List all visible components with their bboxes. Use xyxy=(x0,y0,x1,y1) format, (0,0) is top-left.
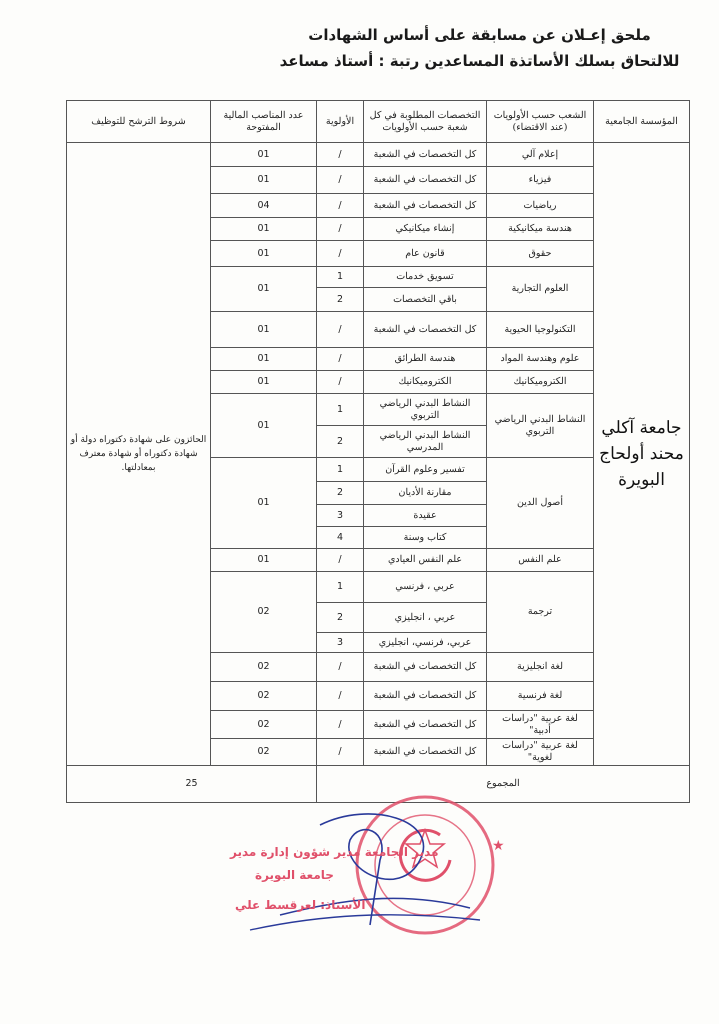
conditions-cell: الحائزون على شهادة دكتوراه دولة أو شهادة دكتوراه أو شهادة معترف بمعادلتها. xyxy=(67,143,211,766)
branch-cell: العلوم التجارية xyxy=(487,267,594,312)
specialty-cell: النشاط البدني الرياضي التربوي xyxy=(364,394,487,426)
specialty-cell: مقارنة الأديان xyxy=(364,482,487,505)
posts-cell: 01 xyxy=(211,218,317,241)
specialty-cell: كل التخصصات في الشعبة xyxy=(364,312,487,348)
priority-cell: 2 xyxy=(317,482,364,505)
priority-cell: / xyxy=(317,143,364,167)
specialty-cell: إنشاء ميكانيكي xyxy=(364,218,487,241)
posts-cell: 02 xyxy=(211,653,317,682)
header-specialties: التخصصات المطلوبة في كل شعبة حسب الأولويات xyxy=(364,101,487,143)
header-institution: المؤسسة الجامعية xyxy=(594,101,690,143)
header-branches: الشعب حسب الأولويات (عند الاقتضاء) xyxy=(487,101,594,143)
priority-cell: 1 xyxy=(317,267,364,288)
priority-cell: / xyxy=(317,218,364,241)
branch-cell: التكنولوجيا الحيوية xyxy=(487,312,594,348)
specialty-cell: عقيدة xyxy=(364,505,487,527)
branch-cell: النشاط البدني الرياضي التربوي xyxy=(487,394,594,458)
priority-cell: 3 xyxy=(317,505,364,527)
specialty-cell: عربي، فرنسي، انجليزي xyxy=(364,633,487,653)
priority-cell: / xyxy=(317,348,364,371)
specialty-cell: كل التخصصات في الشعبة xyxy=(364,143,487,167)
branch-cell: الكتروميكانيك xyxy=(487,371,594,394)
signature-line2: جامعة البويرة xyxy=(255,868,334,882)
posts-cell: 01 xyxy=(211,394,317,458)
posts-cell: 01 xyxy=(211,241,317,267)
header-posts: عدد المناصب المالية المفتوحة xyxy=(211,101,317,143)
branch-cell: حقوق xyxy=(487,241,594,267)
table-body xyxy=(67,143,690,766)
priority-cell: / xyxy=(317,241,364,267)
signature-line1: مدير الجامعة مدير شؤون إدارة مدير xyxy=(230,845,439,859)
specialty-cell: تفسير وعلوم القرآن xyxy=(364,458,487,482)
priority-cell: / xyxy=(317,371,364,394)
posts-cell: 02 xyxy=(211,682,317,711)
priority-cell: / xyxy=(317,549,364,572)
header-priority: الأولوية xyxy=(317,101,364,143)
specialty-cell: علم النفس العيادي xyxy=(364,549,487,572)
branch-cell: لغة عربية "دراسات أدبية" xyxy=(487,711,594,739)
priority-cell: / xyxy=(317,194,364,218)
table-row xyxy=(67,143,690,167)
posts-cell: 01 xyxy=(211,371,317,394)
document-title-line2: للالتحاق بسلك الأساتذة المساعدين رتبة : أستاذ مساعد xyxy=(279,52,680,70)
priority-cell: 1 xyxy=(317,572,364,603)
specialty-cell: النشاط البدني الرياضي المدرسي xyxy=(364,426,487,458)
branch-cell: لغة انجليزية xyxy=(487,653,594,682)
specialty-cell: عربي ، انجليزي xyxy=(364,603,487,633)
priority-cell: 3 xyxy=(317,633,364,653)
branch-cell: إعلام آلي xyxy=(487,143,594,167)
specialty-cell: كتاب وسنة xyxy=(364,527,487,549)
posts-cell: 01 xyxy=(211,267,317,312)
specialty-cell: تسويق خدمات xyxy=(364,267,487,288)
posts-cell: 02 xyxy=(211,711,317,739)
posts-cell: 01 xyxy=(211,312,317,348)
branch-cell: فيزياء xyxy=(487,167,594,194)
branch-cell: هندسة ميكانيكية xyxy=(487,218,594,241)
branch-cell: لغة عربية "دراسات لغوية" xyxy=(487,739,594,766)
specialty-cell: الكتروميكانيك xyxy=(364,371,487,394)
priority-cell: 2 xyxy=(317,288,364,312)
branch-cell: علوم وهندسة المواد xyxy=(487,348,594,371)
specialty-cell: كل التخصصات في الشعبة xyxy=(364,653,487,682)
total-label: المجموع xyxy=(317,766,690,803)
posts-cell: 04 xyxy=(211,194,317,218)
priority-cell: / xyxy=(317,711,364,739)
table-header-row xyxy=(67,101,690,143)
priority-cell: / xyxy=(317,167,364,194)
signature-stamp xyxy=(220,790,540,940)
branch-cell: ترجمة xyxy=(487,572,594,653)
specialty-cell: قانون عام xyxy=(364,241,487,267)
specialty-cell: كل التخصصات في الشعبة xyxy=(364,711,487,739)
document-title-line1: ملحق إعـلان عن مسابقة على أساس الشهادات xyxy=(308,26,651,44)
recruitment-table xyxy=(66,100,690,803)
posts-cell: 01 xyxy=(211,549,317,572)
priority-cell: 1 xyxy=(317,394,364,426)
specialty-cell: باقي التخصصات xyxy=(364,288,487,312)
header-conditions: شروط الترشح للتوظيف xyxy=(67,101,211,143)
total-value: 25 xyxy=(67,766,317,803)
signature-line3: الأستاذ: لعرقسط علي xyxy=(235,898,366,912)
specialty-cell: كل التخصصات في الشعبة xyxy=(364,194,487,218)
branch-cell: رياضيات xyxy=(487,194,594,218)
priority-cell: 2 xyxy=(317,426,364,458)
priority-cell: / xyxy=(317,682,364,711)
priority-cell: 4 xyxy=(317,527,364,549)
institution-cell: جامعة آكلي محند أولحاج البويرة xyxy=(594,143,690,766)
priority-cell: / xyxy=(317,653,364,682)
posts-cell: 02 xyxy=(211,739,317,766)
branch-cell: لغة فرنسية xyxy=(487,682,594,711)
priority-cell: 1 xyxy=(317,458,364,482)
specialty-cell: هندسة الطرائق xyxy=(364,348,487,371)
posts-cell: 01 xyxy=(211,458,317,549)
posts-cell: 01 xyxy=(211,167,317,194)
svg-text:★: ★ xyxy=(492,838,505,854)
priority-cell: / xyxy=(317,312,364,348)
priority-cell: 2 xyxy=(317,603,364,633)
specialty-cell: كل التخصصات في الشعبة xyxy=(364,682,487,711)
posts-cell: 02 xyxy=(211,572,317,653)
specialty-cell: كل التخصصات في الشعبة xyxy=(364,739,487,766)
branch-cell: علم النفس xyxy=(487,549,594,572)
priority-cell: / xyxy=(317,739,364,766)
official-stamp-icon xyxy=(220,790,540,940)
posts-cell: 01 xyxy=(211,348,317,371)
specialty-cell: عربي ، فرنسي xyxy=(364,572,487,603)
branch-cell: أصول الدين xyxy=(487,458,594,549)
specialty-cell: كل التخصصات في الشعبة xyxy=(364,167,487,194)
posts-cell: 01 xyxy=(211,143,317,167)
